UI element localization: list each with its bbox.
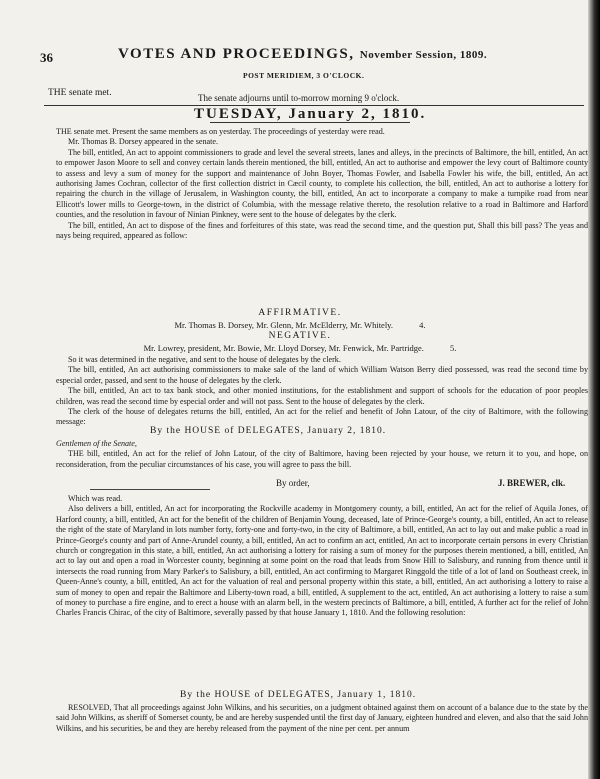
paragraph: The clerk of the house of delegates returns the bill, entitled, An act for the relief and benefit of John Latour, of the city of Baltimore, with the following message:	[56, 407, 588, 427]
paragraph: The bill, entitled, An act to tax bank stock, and other monied institutions, for the establishment and support of schools for the education of poor peoples children, was read the second time by especial order and will not pass. Sent to the house of delegates by the clerk.	[56, 386, 588, 406]
by-order-line: By order,	[276, 478, 310, 488]
message-block-2	[56, 703, 588, 734]
proceedings-block-3	[56, 494, 588, 619]
running-head-session: November Session, 1809.	[359, 49, 488, 61]
message-block-1	[56, 439, 588, 470]
affirmative-names	[0, 320, 600, 330]
divider-rule	[210, 122, 410, 123]
page-number: 36	[40, 50, 53, 65]
paragraph: So it was determined in the negative, and sent to the house of delegates by the clerk.	[68, 355, 341, 364]
message-heading-2: By the HOUSE of DELEGATES, January 1, 1810.	[180, 690, 417, 700]
running-head-title: VOTES AND PROCEEDINGS,	[118, 46, 355, 62]
resolution-text: RESOLVED, That all proceedings against John Wilkins, and his securities, on a judgment obtained against them on account of a balance due to the state by the said John Wilkins, as sheriff of Somerset county, be and are hereby suspended until the first day of January, eighteen hundred and eleven, and also that the said John Wilkins, and his securities, be and they are hereby released from the payment of the nine per cent. per annum	[56, 703, 588, 733]
clerk-signature: J. BREWER, clk.	[498, 478, 566, 488]
negative-count: 5.	[450, 343, 457, 353]
senate-met-line: THE senate met.	[48, 88, 112, 98]
salutation: Gentlemen of the Senate,	[56, 439, 137, 448]
affirmative-names-text: Mr. Thomas B. Dorsey, Mr. Glenn, Mr. McElderry, Mr. Whitely.	[174, 320, 394, 330]
paragraph: The bill, entitled, An act authorising commissioners to make sale of the land of which William Watson Berry died possessed, was read the second time by especial order, passed, and sent to the house of delegates by the clerk.	[56, 365, 588, 385]
proceedings-block-2	[56, 355, 588, 428]
running-head	[118, 46, 558, 63]
negative-names-text: Mr. Lowrey, president, Mr. Bowie, Mr. Lloyd Dorsey, Mr. Fenwick, Mr. Partridge.	[143, 343, 424, 353]
paragraph: Which was read.	[68, 494, 123, 503]
message-text: THE bill, entitled, An act for the relief of John Latour, of the city of Baltimore, having been rejected by your house, we return it to you, and hope, on reconsideration, from the peculiar circumstances of his case, you will agree to pass the bill.	[56, 449, 588, 469]
negative-heading: NEGATIVE.	[268, 331, 332, 341]
negative-names	[0, 343, 600, 353]
paragraph: Also delivers a bill, entitled, An act for incorporating the Rockville academy in Montgomery county, a bill, entitled, An act for the relief of Aquila Jones, of Harford county, a bill, entitled, An act for the benefit of the children of Benjamin Young, deceased, late of Prince-George's county, a bill, entitled, An act to release the right of the state of Maryland in lots number forty, forty-one and forty-two, in the city of Baltimore, a bill, entitled, An act to lay out and make public a road in Prince-George's county and part of Anne-Arundel county, a bill, entitled, An act to confirm an act, entitled, An act to incorporate certain persons in every Christian church or congregation in this state, a bill, entitled, An act authorising a lottery for raising a sum of money for the purposes therein mentioned, a bill, entitled, An act to lay out and open a road in Worcester county, beginning at some point on the road that leads from Snow Hill to Salisbury, and running from thence until it intersects the road running from Mary Parker's to Salisbury, a bill, entitled, An act confirming to Margaret Ringgold the title of a lot of land on Southeast creek, in Queen-Anne's county, a bill, entitled, An act for the valuation of real and personal property within this state, a bill, entitled, An act authorising a lottery to raise a sum of money to open and repair the Baltimore and Liberty-town road, a bill, entitled, A supplement to the act, entitled, An act authorising a lottery to raise a sum of money to purchase a fire engine, and to erect a house with an alarm bell, in the western precincts of Baltimore, a bill, entitled, A further act for the relief of John Charles Francis Chirac, of the city of Baltimore, severally passed by that house January 1, 1810. And the following resolution:	[56, 504, 588, 618]
paragraph: THE senate met. Present the same members as on yesterday. The proceedings of yesterday were read.	[56, 127, 385, 136]
message-heading-1: By the HOUSE of DELEGATES, January 2, 1810.	[150, 426, 387, 436]
day-heading: TUESDAY, January 2, 1810.	[194, 106, 427, 122]
paragraph: Mr. Thomas B. Dorsey appeared in the senate.	[68, 137, 218, 147]
paragraph: The bill, entitled, An act to appoint commissioners to grade and level the several streets, lanes and alleys, in the precincts of Baltimore, the bill, entitled, An act to empower Jason Moore to sell and convey certain lands therein mentioned, the bill, entitled, An act to authorise and empower the levy court of Baltimore county to assess and levy a sum of money for the support and maintenance of John Boyer, Thomas Fowler, and Isabella Fowler his wife, the bill, entitled, An act authorising James Cochran, collector of the first collection district in Cæcil county, to complete his collection, the bill, entitled, An act to authorise a lottery for repairing the church in the village of Jerusalem, in Washington county, the bill, entitled, An act to incorporate a company to make a turnpike road from near Ellicott's lower mills to George-town, in the district of Columbia, with the message relative thereto, the resolution relative to a road in Baltimore and Harford counties, and the resolution in favour of Ninian Pinkney, were sent to the house of delegates by the clerk.	[56, 147, 588, 220]
adjournment-line: The senate adjourns until to-morrow morning 9 o'clock.	[198, 93, 400, 103]
divider-rule	[90, 489, 210, 490]
affirmative-heading: AFFIRMATIVE.	[258, 308, 342, 318]
proceedings-block-1	[56, 127, 588, 241]
paragraph: The bill, entitled, An act to dispose of the fines and forfeitures of this state, was read the second time, and the question put, Shall this bill pass? The yeas and nays being required, appeared as follow:	[56, 220, 588, 241]
affirmative-count: 4.	[419, 320, 426, 330]
session-time-heading: POST MERIDIEM, 3 O'CLOCK.	[243, 71, 365, 80]
